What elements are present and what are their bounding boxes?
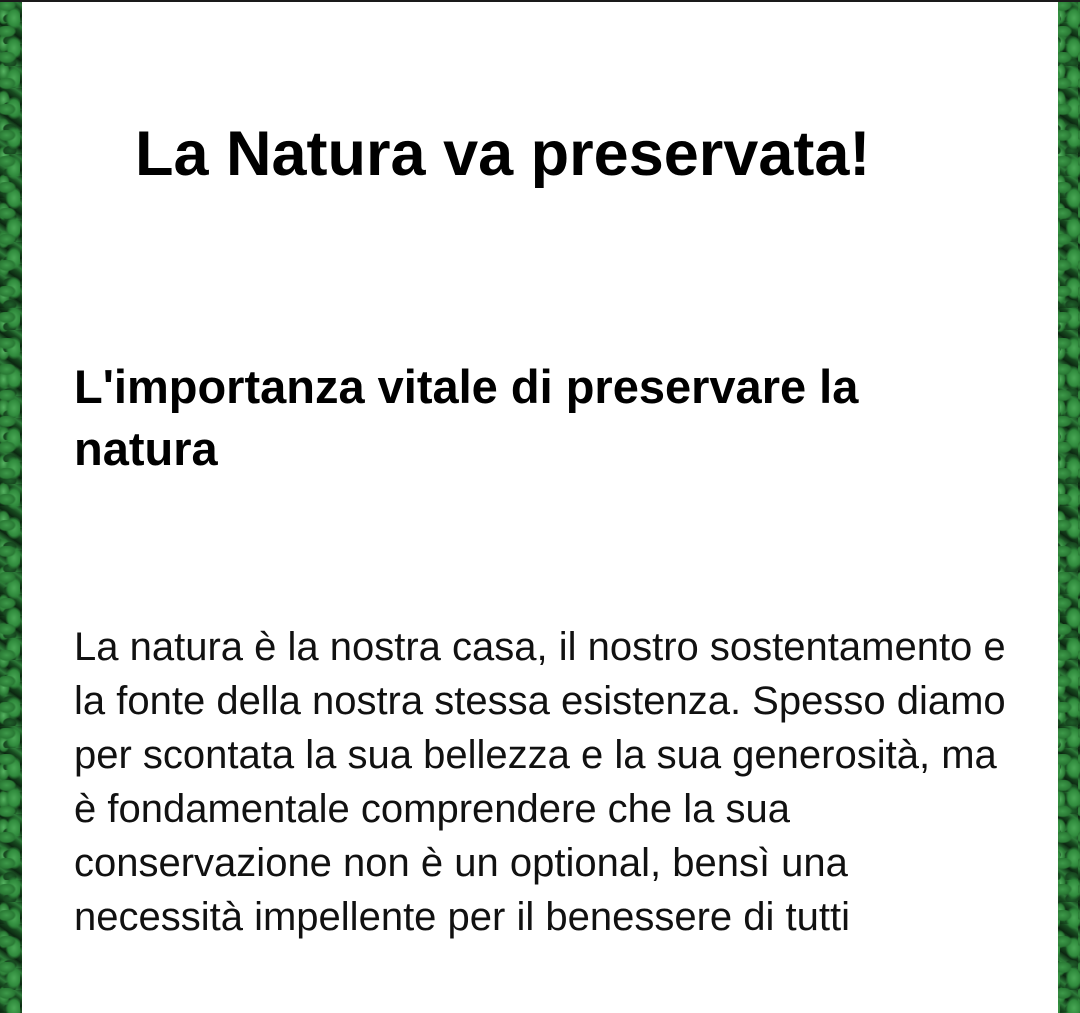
page-title: La Natura va preservata!	[135, 119, 871, 189]
section-heading: L'importanza vitale di preservare la natura	[74, 360, 859, 475]
body-paragraph: La natura è la nostra casa, il nostro sostentamento e la fonte della nostra stessa esistenza. Spesso diamo per scontata la sua bellezza e la sua generosità, ma è fondamentale comprendere che la sua conservazione non è un optional, bensì una necessità impellente per il benessere di tutti	[74, 625, 1006, 939]
content-panel	[22, 2, 1058, 1013]
